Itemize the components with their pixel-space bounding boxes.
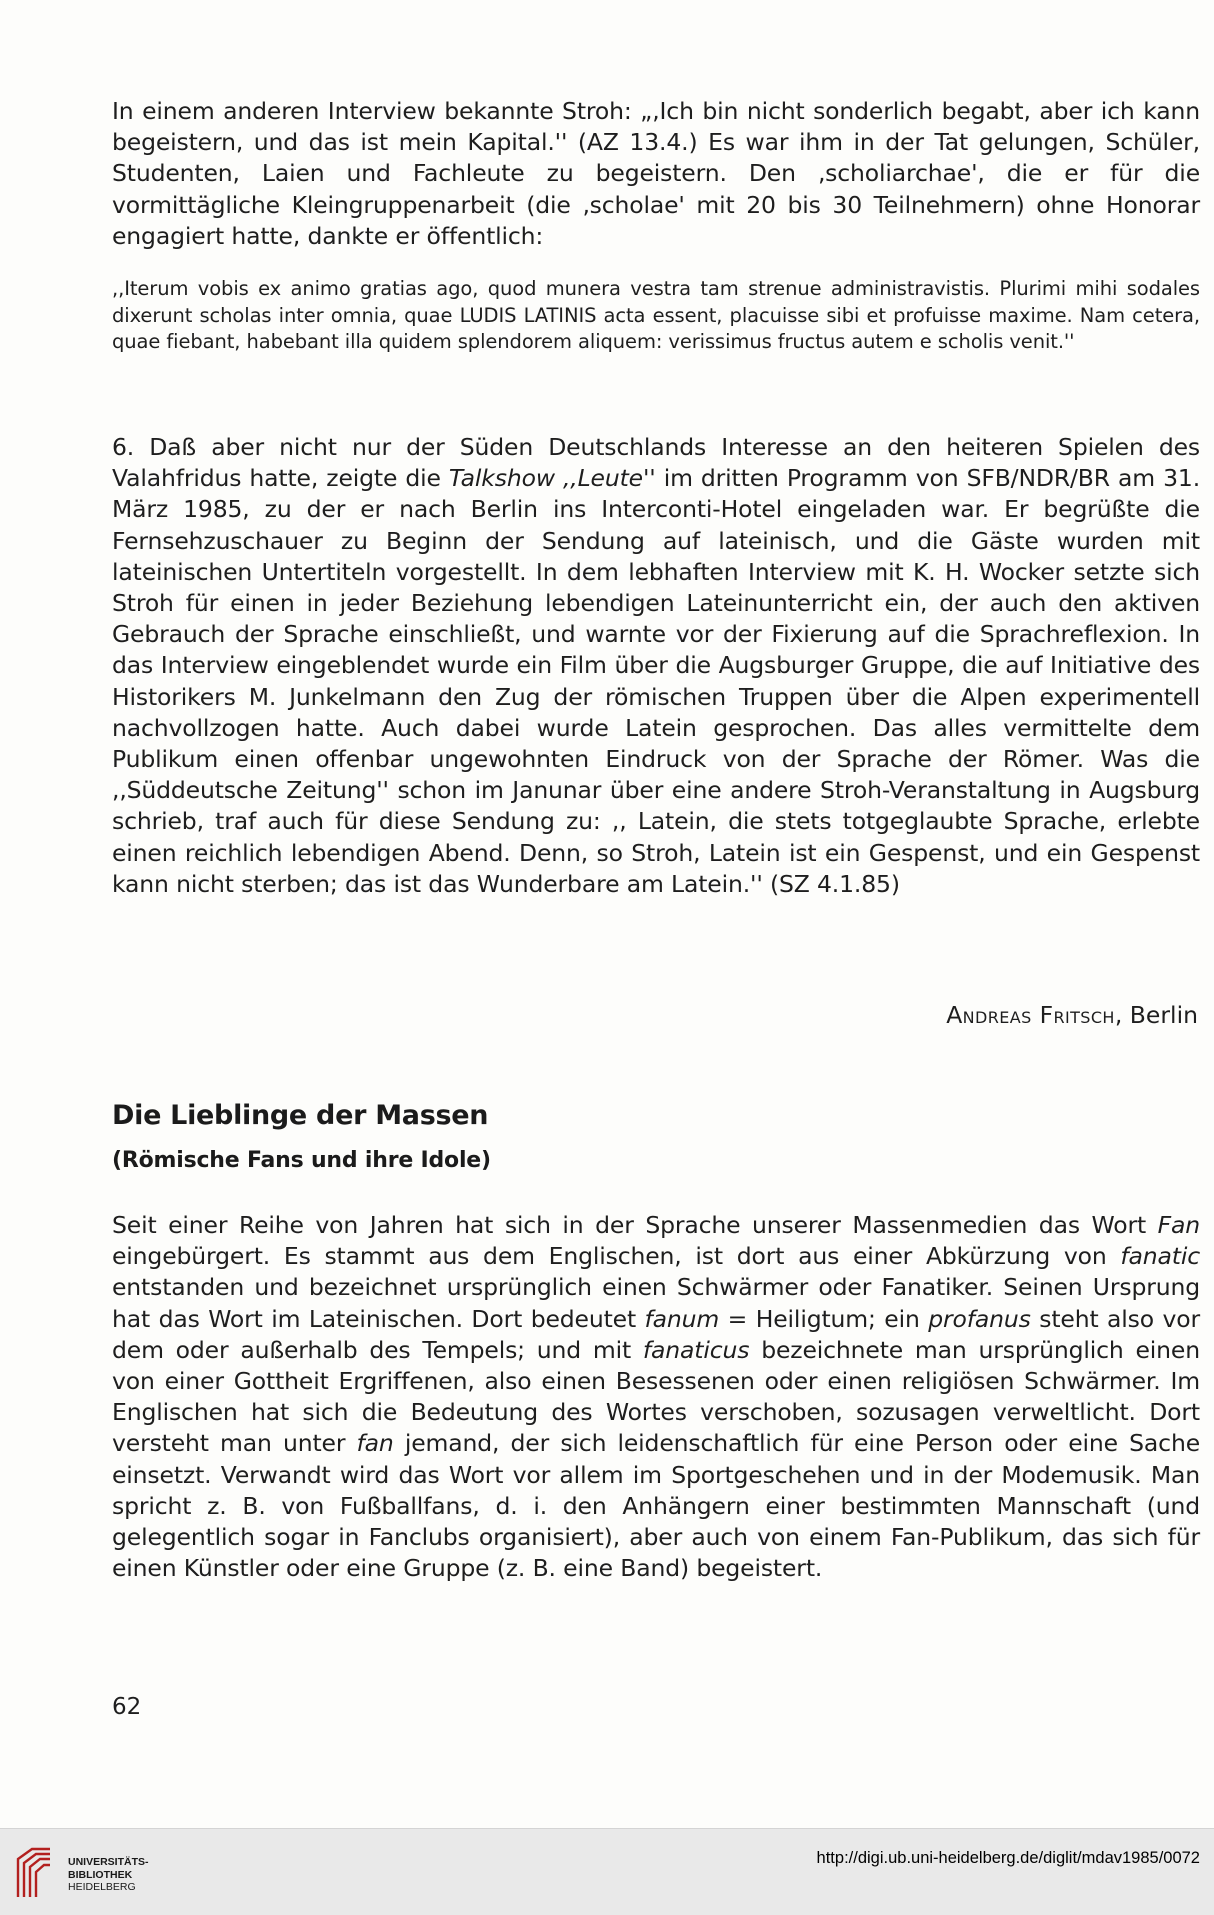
author-place: , Berlin bbox=[1114, 1001, 1198, 1029]
text-run: jemand, der sich leidenschaftlich für eine Person oder eine Sache einsetzt. Verwandt wird das Wort vor allem im Sportgeschehen und in der Modemusik. Man spricht z. B. von Fußballfans, d. i. den Anhängern einer bestimmten Mannschaft (und gelegentlich sogar in Fanclubs organisiert), aber auch von einem Fan-Publikum, das sich für einen Künstler oder eine Gruppe (z. B. eine Band) begeistert. bbox=[112, 1429, 1201, 1583]
paragraph-text bbox=[112, 1210, 1200, 1584]
text-run: Seit einer Reihe von Jahren hat sich in der Sprache unserer Massenmedien das Wort bbox=[112, 1211, 1158, 1239]
text-run: 6. Daß aber nicht nur der Süden Deutschlands Interesse an den heiteren Spielen des Valahfridus hatte, zeigte die bbox=[112, 433, 1200, 493]
text-run: bezeichnete man ursprünglich einen von einer Gottheit Ergriffenen, also einen Besessenen oder einen religiösen Schwärmer. Im Englischen hat sich die Bedeutung des Wortes verschoben, sozusagen verweltlicht. Dort versteht man unter bbox=[112, 1335, 1200, 1458]
paragraph-talkshow bbox=[112, 432, 1200, 900]
italic-run: fan bbox=[356, 1429, 394, 1458]
library-name-line: UNIVERSITÄTS- bbox=[68, 1856, 149, 1868]
university-library-logo-icon bbox=[14, 1845, 54, 1899]
italic-run: Fan bbox=[1157, 1211, 1200, 1239]
library-name-line: BIBLIOTHEK bbox=[68, 1868, 133, 1881]
library-name bbox=[68, 1856, 149, 1894]
text-run: = Heiligtum; ein bbox=[719, 1304, 929, 1333]
italic-run: fanaticus bbox=[642, 1335, 750, 1364]
text-run: entstanden und bezeichnet ursprünglich einen Schwärmer oder Fanatiker. Seinen Ursprung hat das Wort im Lateinischen. Dort bedeutet bbox=[112, 1273, 1200, 1333]
quote-text: ,,Iterum vobis ex animo gratias ago, quod munera vestra tam strenue administravistis. Plurimi mihi sodales dixerunt scholas inter omnia, quae LUDIS LATINIS acta essent, placuisse sibi et profuisse maxime. Nam cetera, quae fiebant, habebant illa quidem splendorem aliquem: verissimus fructus autem e scholis venit.'' bbox=[112, 277, 1200, 354]
italic-run: Talkshow ,,Leute'' bbox=[448, 464, 656, 493]
digitization-footer bbox=[0, 1828, 1214, 1915]
author-signature bbox=[946, 1000, 1198, 1031]
italic-run: fanatic bbox=[1120, 1242, 1200, 1271]
section-heading: Die Lieblinge der Massen bbox=[112, 1100, 489, 1131]
author-name: Andreas Fritsch bbox=[946, 1001, 1115, 1029]
library-name-line: HEIDELBERG bbox=[68, 1881, 136, 1893]
italic-run: fanum bbox=[644, 1304, 720, 1333]
section-subheading: (Römische Fans und ihre Idole) bbox=[112, 1148, 491, 1173]
paragraph-fans bbox=[112, 1210, 1200, 1584]
paragraph-interview bbox=[112, 96, 1200, 252]
page-number: 62 bbox=[112, 1694, 142, 1720]
text-run: steht also vor dem oder außerhalb des Tempels; und mit bbox=[112, 1304, 1200, 1364]
paragraph-text bbox=[112, 432, 1200, 900]
text-run: eingebürgert. Es stammt aus dem Englischen, ist dort aus einer Abkürzung von bbox=[112, 1242, 1121, 1271]
text-run: im dritten Programm von SFB/NDR/BR am 31. März 1985, zu der er nach Berlin ins Interconti-Hotel eingeladen war. Er begrüßte die Fernsehzuschauer zu Beginn der Sendung auf lateinisch, und die Gäste wurden mit lateinischen Untertiteln vorgestellt. In dem lebhaften Interview mit K. H. Wocker setzte sich Stroh für einen in jeder Beziehung lebendigen Lateinunterricht ein, der auch den aktiven Gebrauch der Sprache einschließt, und warnte vor der Fixierung auf die Sprachreflexion. In das Interview eingeblendet wurde ein Film über die Augsburger Gruppe, die auf Initiative des Historikers M. Junkelmann den Zug der römischen Truppen über die Alpen experimentell nachvollzogen hatte. Auch dabei wurde Latein gesprochen. Das alles vermittelte dem Publikum einen offenbar ungewohnten Eindruck von der Sprache der Römer. Was die ,,Süddeutsche Zeitung'' schon im Janunar über eine andere Stroh-Veranstaltung in Augsburg schrieb, traf auch für diese Sendung zu: ,, Latein, die stets totgeglaubte Sprache, erlebte einen reichlich lebendigen Abend. Denn, so Stroh, Latein ist ein Gespenst, und ein Gespenst kann nicht sterben; das ist das Wunderbare am Latein.'' (SZ 4.1.85) bbox=[112, 464, 1201, 898]
paragraph-text: In einem anderen Interview bekannte Stroh: „,Ich bin nicht sonderlich begabt, aber ich kann begeistern, und das ist mein Kapital.'' (AZ 13.4.) Es war ihm in der Tat gelungen, Schüler, Studenten, Laien und Fachleute zu begeistern. Den ‚scholiarchae', die er für die vormittägliche Kleingruppenarbeit (die ‚scholae' mit 20 bis 30 Teilnehmern) ohne Honorar engagiert hatte, dankte er öffentlich: bbox=[112, 97, 1200, 250]
source-url-link[interactable]: http://digi.ub.uni-heidelberg.de/diglit/mdav1985/0072 bbox=[816, 1849, 1200, 1867]
italic-run: profanus bbox=[928, 1304, 1031, 1333]
latin-quote bbox=[112, 276, 1200, 356]
